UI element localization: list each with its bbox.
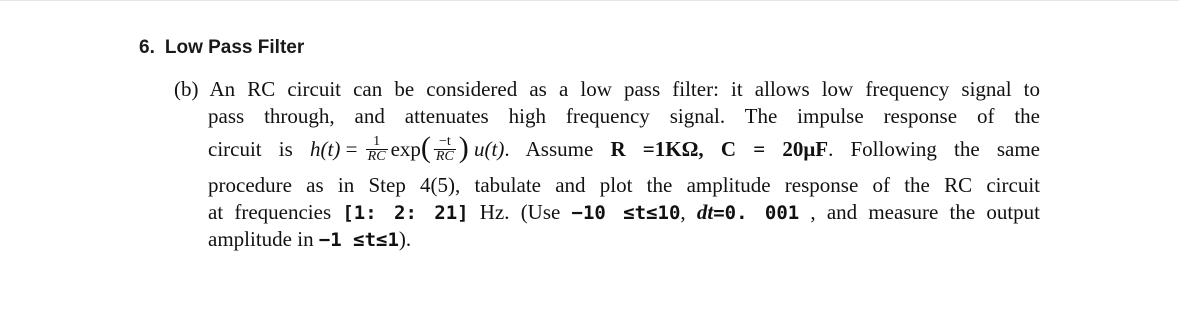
line5-prefix: at frequencies (208, 200, 332, 224)
line5-suffix: , and measure the output (810, 200, 1041, 224)
h-of-t: h(t) (310, 137, 341, 161)
capacitor-value: C = 20μF (720, 137, 829, 161)
section-title: Low Pass Filter (164, 37, 305, 58)
left-paren: ( (420, 131, 431, 165)
measure-time-range: −1 ≤t≤1 (318, 229, 399, 251)
line5-mid: Hz. (Use (479, 200, 561, 224)
problem-line-2: pass through, and attenuates high frequency signal. The impulse response of the (208, 104, 1040, 128)
fraction-numerator: −t (434, 135, 456, 150)
fraction-denominator: RC (435, 148, 454, 164)
problem-line-6 (208, 226, 1040, 254)
problem-line-1 (174, 76, 1040, 103)
equals-sign: = (345, 137, 358, 161)
comma: , (680, 200, 686, 224)
exp-function: exp (390, 137, 421, 161)
fraction-numerator: 1 (366, 135, 388, 150)
unit-step: u(t) (474, 137, 505, 161)
section-heading (139, 37, 304, 59)
line3-prefix: circuit is (208, 137, 293, 161)
line6-prefix: amplitude in (208, 227, 314, 251)
line6-suffix: ). (398, 227, 412, 251)
frequency-range: [1: 2: 21] (342, 202, 469, 224)
fraction-denominator: RC (367, 148, 386, 164)
dt-value: =0. 001 (713, 202, 800, 224)
problem-line-5 (208, 199, 1040, 227)
dt-label: dt (696, 200, 714, 224)
section-number: 6. (139, 37, 155, 58)
problem-label: (b) (174, 77, 199, 101)
line3-suffix: . Following the same (828, 137, 1040, 161)
problem-line-3 (208, 131, 1040, 166)
resistor-value: R =1KΩ, (610, 137, 704, 161)
fraction-one-over-rc (366, 135, 388, 164)
problem-text-1: An RC circuit can be considered as a low pass filter: it allows low frequency signal to (209, 77, 1040, 101)
assume-text: . Assume (504, 137, 594, 161)
right-paren: ) (458, 131, 469, 165)
problem-line-4: procedure as in Step 4(5), tabulate and plot the amplitude response of the RC circuit (208, 173, 1040, 197)
impulse-response-formula (310, 131, 505, 166)
time-range: −10 ≤t≤10 (571, 202, 681, 224)
fraction-minus-t-over-rc (434, 135, 456, 164)
